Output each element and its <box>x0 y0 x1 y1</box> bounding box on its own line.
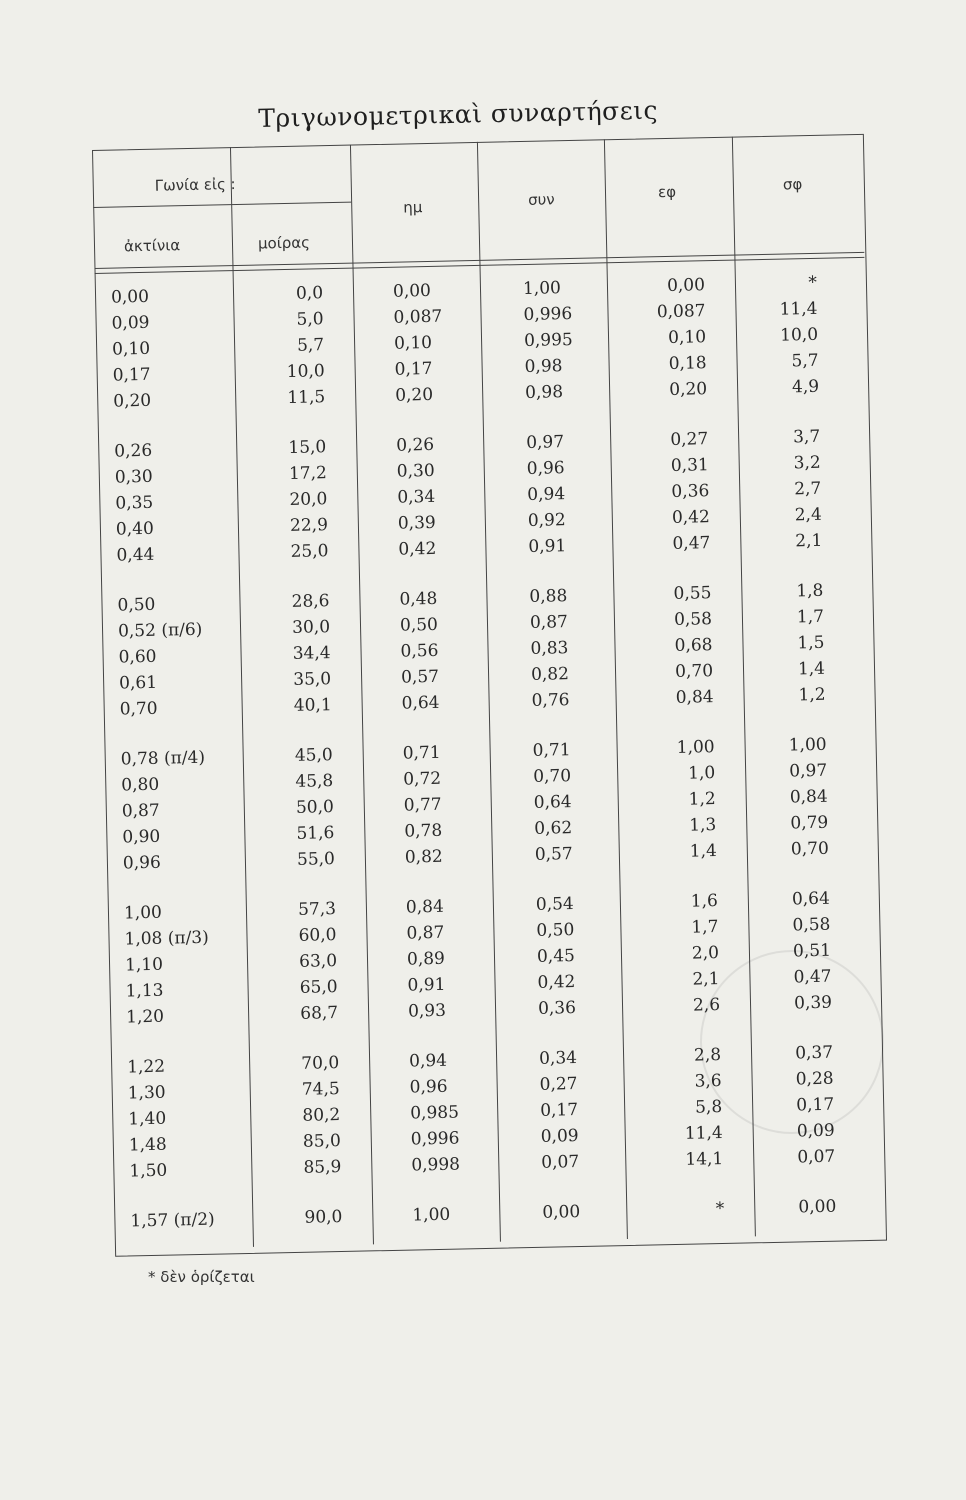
table-cell-radians: 0,90 <box>122 826 161 848</box>
table-cell-sin: 0,77 <box>403 794 442 816</box>
header-tan: εφ <box>657 182 677 202</box>
table-cell-cos: 0,00 <box>542 1202 581 1223</box>
table-cell-radians: 0,00 <box>110 286 150 308</box>
table-cell-tan: 11,4 <box>684 1123 723 1144</box>
table-cell-tan: 0,10 <box>667 327 707 348</box>
row-group <box>396 431 479 563</box>
table-cell-cot: 1,7 <box>796 606 825 628</box>
table-cell-degrees: 10,0 <box>286 361 325 382</box>
table-cell-sin: 0,71 <box>402 742 441 764</box>
table-cell-tan: 1,3 <box>689 815 717 836</box>
table-cell-radians: 0,40 <box>115 518 155 540</box>
table-cell-degrees: 55,0 <box>296 849 336 870</box>
row-group <box>412 1201 493 1229</box>
table-cell-sin: 0,26 <box>396 434 435 456</box>
row-group <box>241 588 332 720</box>
header-radians: ἀκτίνια <box>123 236 181 256</box>
table-cell-tan: 1,7 <box>691 917 719 938</box>
row-group <box>120 744 245 877</box>
row-group <box>393 277 476 409</box>
table-cell-tan: 3,6 <box>694 1071 722 1092</box>
table-cell-cos: 0,62 <box>534 818 573 839</box>
table-cell-cot: 5,7 <box>791 350 819 372</box>
row-group <box>409 1047 492 1179</box>
table-cell-sin: 0,087 <box>393 306 443 328</box>
table-cell-tan: 2,1 <box>692 969 720 990</box>
table-cell-cot: 1,8 <box>796 580 824 602</box>
table-cell-radians: 0,44 <box>116 544 155 566</box>
table-cell-tan: 1,00 <box>676 737 715 758</box>
row-group <box>406 893 489 1025</box>
table-cell-tan: 0,20 <box>669 379 708 400</box>
table-cell-cos: 0,83 <box>530 638 569 659</box>
table-cell-degrees: 22,9 <box>289 515 329 536</box>
table-cell-sin: 0,57 <box>400 666 440 688</box>
table-cell-tan: 1,4 <box>689 841 718 862</box>
table-cell-cos: 0,70 <box>533 766 572 787</box>
table-cell-radians: 1,40 <box>128 1108 167 1130</box>
table-cell-cos: 0,07 <box>541 1152 580 1173</box>
table-cell-cos: 0,92 <box>527 510 566 531</box>
table-cell-cot: 0,51 <box>792 940 832 962</box>
row-group <box>745 270 820 401</box>
table-cell-radians: 1,48 <box>128 1134 167 1156</box>
table-cell-tan: 0,68 <box>674 635 713 656</box>
table-cell-tan: 0,18 <box>668 353 707 374</box>
table-cell-degrees: 45,0 <box>294 745 333 766</box>
row-group <box>251 1050 342 1182</box>
table-cell-cos: 1,00 <box>522 278 562 300</box>
table-cell-sin: 0,985 <box>410 1102 460 1124</box>
table-cell-sin: 0,82 <box>404 846 443 868</box>
table-cell-tan: 1,0 <box>687 763 716 784</box>
table-cell-sin: 0,42 <box>398 538 437 560</box>
row-group <box>625 272 708 404</box>
table-cell-radians: 1,00 <box>123 902 163 924</box>
table-cell-cot: 0,97 <box>789 760 828 782</box>
table-cell-degrees: 11,5 <box>287 387 326 408</box>
table-cell-cot: 0,17 <box>796 1094 835 1116</box>
table-cell-tan: 1,6 <box>690 891 719 912</box>
table-cell-degrees: 34,4 <box>292 643 331 664</box>
table-cell-sin: 0,78 <box>404 820 443 842</box>
row-group <box>526 428 609 560</box>
table-cell-sin: 0,17 <box>394 358 433 380</box>
table-cell-tan: 0,31 <box>670 455 709 476</box>
row-group <box>124 898 249 1031</box>
table-cell-sin: 0,91 <box>407 974 446 996</box>
table-cell-cot: 2,1 <box>795 530 823 552</box>
table-cell-cos: 0,98 <box>524 356 563 377</box>
table-cell-tan: * <box>715 1198 725 1220</box>
table-cell-cot: 0,84 <box>789 786 828 808</box>
table-cell-degrees: 85,9 <box>303 1157 342 1178</box>
header-sin: ημ <box>403 198 423 217</box>
table-cell-tan: 2,0 <box>691 943 720 964</box>
header-cot: σφ <box>782 175 803 194</box>
table-cell-cot: 1,2 <box>798 684 826 706</box>
row-group <box>539 1044 622 1176</box>
table-cell-degrees: 65,0 <box>299 977 338 998</box>
table-cell-radians: 0,60 <box>118 646 157 668</box>
table-cell-tan: 0,00 <box>666 275 706 296</box>
row-group <box>764 1194 837 1222</box>
table-cell-radians: 1,10 <box>124 954 164 976</box>
table-cell-cos: 0,996 <box>523 303 573 325</box>
table-cell-cot: 4,9 <box>791 376 820 398</box>
table-cell-cos: 0,17 <box>540 1100 579 1121</box>
table-cell-cos: 0,98 <box>524 382 564 403</box>
trig-table <box>92 133 915 1260</box>
table-cell-tan: 0,36 <box>671 481 710 502</box>
row-group <box>114 436 239 569</box>
row-group <box>127 1052 252 1185</box>
table-cell-degrees: 80,2 <box>302 1105 341 1126</box>
row-group <box>529 582 612 714</box>
table-cell-tan: 0,70 <box>674 661 714 682</box>
table-cell-tan: 0,55 <box>673 583 712 604</box>
table-cell-cos: 0,36 <box>537 998 577 1019</box>
table-cell-cos: 0,94 <box>527 484 566 505</box>
table-cell-degrees: 51,6 <box>296 823 335 844</box>
table-cell-radians: 0,52 (π/6) <box>117 619 203 642</box>
table-cell-radians: 0,17 <box>112 364 151 386</box>
table-cell-cot: 2,4 <box>794 504 823 526</box>
table-cell-cot: 3,2 <box>793 452 821 474</box>
table-cell-tan: 0,42 <box>671 507 711 528</box>
table-cell-sin: 0,84 <box>405 896 444 918</box>
row-group <box>631 580 714 712</box>
table-cell-radians: 0,80 <box>121 774 160 796</box>
table-cell-cot: 0,39 <box>793 992 833 1014</box>
row-group <box>117 590 242 723</box>
row-group <box>638 888 721 1020</box>
table-cell-degrees: 20,0 <box>289 489 328 510</box>
table-cell-radians: 0,20 <box>113 390 152 412</box>
table-cell-cot: 1,5 <box>797 632 825 654</box>
table-cell-cos: 0,91 <box>528 536 567 557</box>
row-group <box>402 739 485 871</box>
table-cell-degrees: 50,0 <box>295 797 335 818</box>
table-cell-degrees: 30,0 <box>291 617 331 638</box>
header-angle-group: Γωνία εἰς : <box>154 175 236 195</box>
table-cell-cot: 0,58 <box>792 914 831 936</box>
table-cell-cos: 0,87 <box>529 612 569 633</box>
table-cell-degrees: 68,7 <box>300 1003 339 1024</box>
table-cell-sin: 0,00 <box>392 280 432 302</box>
table-cell-sin: 0,50 <box>399 614 439 636</box>
table-cell-sin: 0,998 <box>411 1154 461 1176</box>
row-group <box>532 736 615 868</box>
table-cell-radians: 1,22 <box>127 1056 166 1078</box>
table-cell-cos: 0,42 <box>537 972 576 993</box>
table-cell-radians: 1,20 <box>125 1006 165 1028</box>
footnote: * δὲν ὁρίζεται <box>148 1268 255 1286</box>
table-cell-cos: 0,50 <box>536 920 575 941</box>
table-cell-cos: 0,45 <box>536 946 576 967</box>
table-cell-radians: 0,35 <box>115 492 154 514</box>
table-cell-cot: 0,00 <box>798 1196 837 1218</box>
table-cell-radians: 1,08 (π/3) <box>124 927 209 950</box>
row-group <box>751 578 826 709</box>
table-cell-cot: 1,00 <box>788 734 827 756</box>
table-cell-radians: 1,30 <box>127 1082 166 1104</box>
table-cell-cos: 0,88 <box>529 586 568 607</box>
table-cell-cot: 11,4 <box>779 298 818 320</box>
table-cell-radians: 1,13 <box>125 980 164 1002</box>
table-cell-radians: 0,30 <box>114 466 153 488</box>
table-cell-tan: 1,2 <box>688 789 716 810</box>
table-cell-radians: 0,96 <box>122 852 162 874</box>
table-cell-degrees: 60,0 <box>298 925 337 946</box>
row-group <box>238 434 329 566</box>
table-cell-tan: 0,47 <box>672 533 711 554</box>
table-cell-degrees: 85,0 <box>302 1131 342 1152</box>
table-cell-cos: 0,97 <box>526 432 565 453</box>
table-cell-degrees: 57,3 <box>297 899 337 920</box>
table-cell-sin: 0,48 <box>399 588 438 610</box>
table-cell-sin: 0,72 <box>403 768 442 790</box>
row-group <box>254 1204 343 1232</box>
table-cell-cot: 1,4 <box>797 658 826 680</box>
table-cell-cos: 0,54 <box>535 894 574 915</box>
table-cell-sin: 1,00 <box>412 1204 451 1226</box>
row-group <box>536 890 619 1022</box>
table-cell-radians: 0,09 <box>111 312 150 334</box>
table-cell-cot: 0,79 <box>790 812 829 834</box>
table-cell-tan: 2,8 <box>693 1045 722 1066</box>
table-cell-sin: 0,87 <box>406 922 445 944</box>
row-group <box>644 1196 725 1224</box>
column-radians <box>111 282 253 1258</box>
table-cell-cos: 0,82 <box>530 664 570 685</box>
table-cell-degrees: 5,0 <box>296 309 324 330</box>
row-group <box>235 280 326 412</box>
table-cell-degrees: 90,0 <box>304 1206 343 1228</box>
table-cell-tan: 0,58 <box>673 609 713 630</box>
table-cell-sin: 0,96 <box>409 1076 448 1098</box>
table-cell-cot: 3,7 <box>792 426 821 448</box>
row-group <box>748 424 823 555</box>
table-cell-sin: 0,30 <box>396 460 435 482</box>
table-cell-sin: 0,20 <box>395 384 434 406</box>
row-group <box>542 1198 623 1226</box>
table-cell-tan: 14,1 <box>685 1149 724 1170</box>
table-cell-cot: 0,28 <box>795 1068 834 1090</box>
row-group <box>244 742 335 874</box>
table-cell-sin: 0,39 <box>397 512 436 534</box>
table-cell-sin: 0,94 <box>408 1050 448 1072</box>
table-cell-degrees: 17,2 <box>288 463 328 484</box>
table-cell-degrees: 63,0 <box>298 951 338 972</box>
table-cell-cos: 0,57 <box>534 844 573 865</box>
table-cell-cos: 0,64 <box>533 792 572 813</box>
table-cell-radians: 0,61 <box>118 672 158 694</box>
table-cell-radians: 1,57 (π/2) <box>130 1209 215 1232</box>
table-cell-degrees: 35,0 <box>293 669 332 690</box>
table-cell-radians: 0,50 <box>117 594 156 616</box>
table-cell-radians: 0,26 <box>114 440 153 462</box>
table-cell-sin: 0,93 <box>407 1000 447 1022</box>
table-cell-degrees: 40,1 <box>293 695 332 716</box>
table-cell-tan: 0,27 <box>670 429 709 450</box>
table-cell-cot: 0,37 <box>795 1042 834 1064</box>
table-cell-cos: 0,27 <box>539 1074 578 1095</box>
table-cell-degrees: 5,7 <box>296 335 325 356</box>
table-cell-cot: 10,0 <box>779 324 819 346</box>
table-cell-tan: 0,84 <box>675 687 714 708</box>
table-cell-degrees: 0,0 <box>295 283 324 304</box>
table-cell-radians: 0,78 (π/4) <box>120 747 206 770</box>
table-cell-cot: 0,70 <box>790 838 830 860</box>
table-cell-sin: 0,56 <box>400 640 439 662</box>
table-cell-cos: 0,09 <box>540 1126 579 1147</box>
table-cell-cot: 0,07 <box>797 1146 836 1168</box>
row-group <box>758 886 833 1017</box>
table-cell-sin: 0,34 <box>397 486 436 508</box>
table-cell-tan: 0,087 <box>656 301 706 323</box>
page-title: Τριγωνομετρικαὶ συναρτήσεις <box>258 95 659 133</box>
row-group <box>130 1206 253 1235</box>
table-cell-sin: 0,10 <box>393 332 433 354</box>
row-group <box>111 282 236 415</box>
table-cell-degrees: 74,5 <box>301 1079 340 1100</box>
row-group <box>523 274 606 406</box>
row-group <box>761 1040 836 1171</box>
table-cell-radians: 0,10 <box>111 338 151 360</box>
table-cell-cot: * <box>808 272 818 294</box>
row-group <box>634 734 717 866</box>
table-cell-cos: 0,96 <box>526 458 565 479</box>
table-cell-radians: 0,70 <box>119 698 158 720</box>
table-cell-cos: 0,71 <box>532 740 571 761</box>
table-cell-degrees: 45,8 <box>295 771 334 792</box>
row-group <box>248 896 339 1028</box>
row-group <box>628 426 711 558</box>
table-cell-cos: 0,34 <box>538 1048 578 1069</box>
table-cell-sin: 0,64 <box>401 692 440 714</box>
row-group <box>754 732 829 863</box>
header-cos: συν <box>527 190 555 209</box>
table-cell-radians: 1,50 <box>129 1160 168 1182</box>
table-cell-degrees: 15,0 <box>288 437 327 458</box>
row-group <box>399 585 482 717</box>
table-cell-tan: 5,8 <box>694 1097 723 1118</box>
table-cell-degrees: 25,0 <box>290 541 329 562</box>
table-cell-cot: 0,47 <box>793 966 832 988</box>
table-cell-cot: 2,7 <box>794 478 822 500</box>
row-group <box>641 1042 724 1174</box>
table-cell-cos: 0,76 <box>531 690 570 711</box>
table-cell-radians: 0,87 <box>121 800 160 822</box>
table-cell-degrees: 70,0 <box>301 1053 340 1074</box>
header-degrees: μοίρας <box>257 233 311 253</box>
table-cell-sin: 0,996 <box>410 1128 460 1150</box>
table-cell-cos: 0,995 <box>523 329 573 351</box>
table-cell-tan: 2,6 <box>692 995 721 1016</box>
table-cell-cot: 0,64 <box>791 888 831 910</box>
table-cell-cot: 0,09 <box>796 1120 835 1142</box>
table-cell-degrees: 28,6 <box>291 591 330 612</box>
table-cell-sin: 0,89 <box>406 948 446 970</box>
